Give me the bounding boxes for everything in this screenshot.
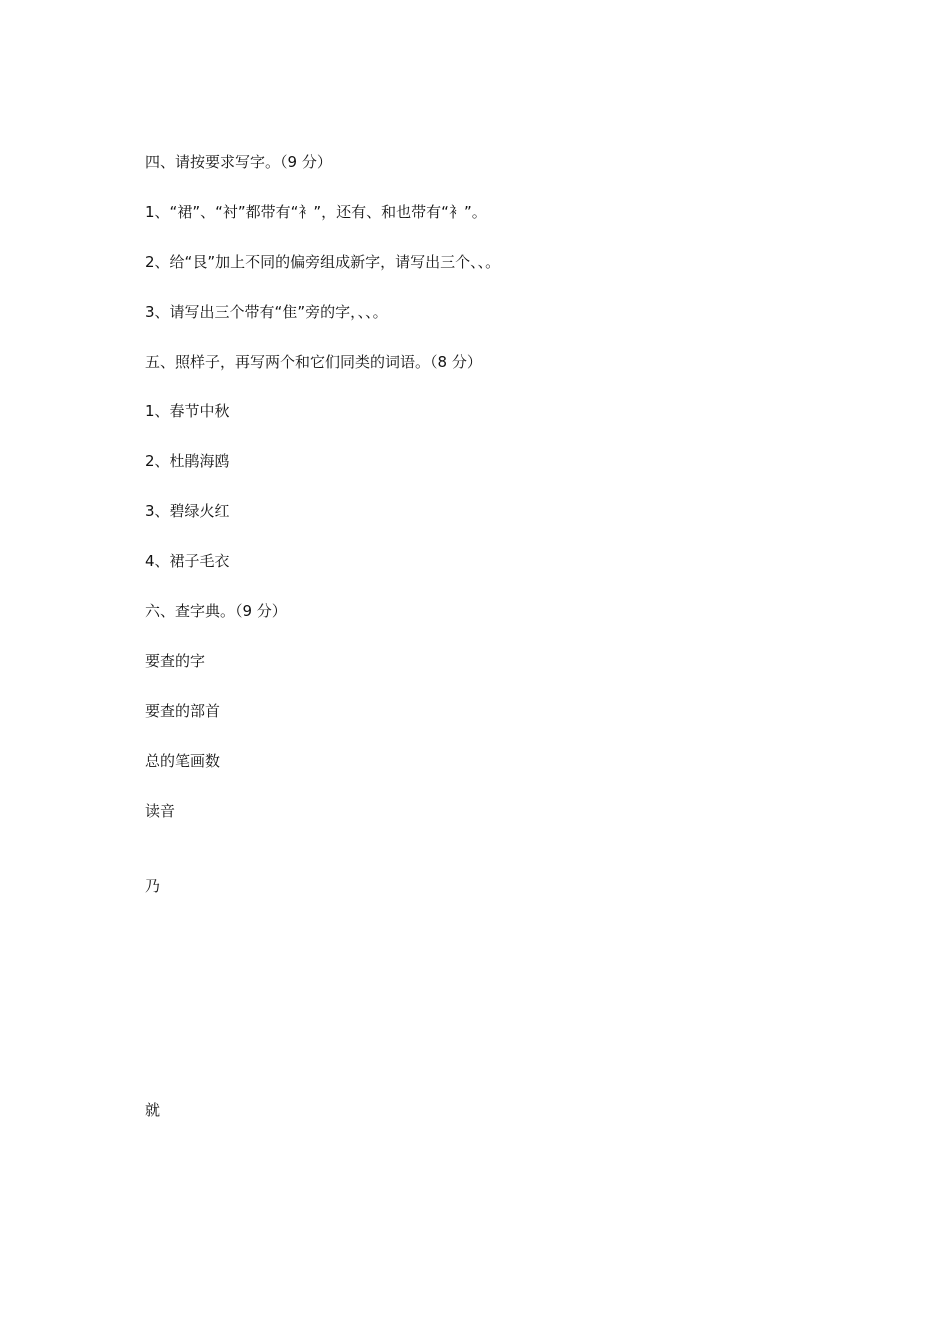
lookup-char-1: 乃 — [145, 877, 161, 895]
table-label-radical: 要查的部首 — [145, 702, 221, 720]
section-5-item-3: 3、碧绿火红 — [145, 502, 230, 520]
section-4-item-3: 3、请写出三个带有“隹”旁的字，、、。 — [145, 303, 388, 321]
section-5-item-4: 4、裙子毛衣 — [145, 552, 230, 570]
section-4-item-1: 1、“裙”、“衬”都带有“衤”，还有、和也带有“衤”。 — [145, 203, 487, 221]
table-label-char: 要查的字 — [145, 652, 206, 670]
section-4-item-2: 2、给“艮”加上不同的偏旁组成新字，请写出三个、、。 — [145, 253, 501, 271]
section-5-heading: 五、照样子，再写两个和它们同类的词语。（8 分） — [145, 353, 482, 371]
section-5-item-2: 2、杜鹃海鸥 — [145, 452, 230, 470]
lookup-char-2: 就 — [145, 1101, 161, 1119]
table-label-pronunciation: 读音 — [145, 802, 176, 820]
table-label-strokes: 总的笔画数 — [145, 752, 221, 770]
section-5-item-1: 1、春节中秋 — [145, 402, 230, 420]
section-6-heading: 六、查字典。（9 分） — [145, 602, 287, 620]
section-4-heading: 四、请按要求写字。（9 分） — [145, 153, 332, 171]
